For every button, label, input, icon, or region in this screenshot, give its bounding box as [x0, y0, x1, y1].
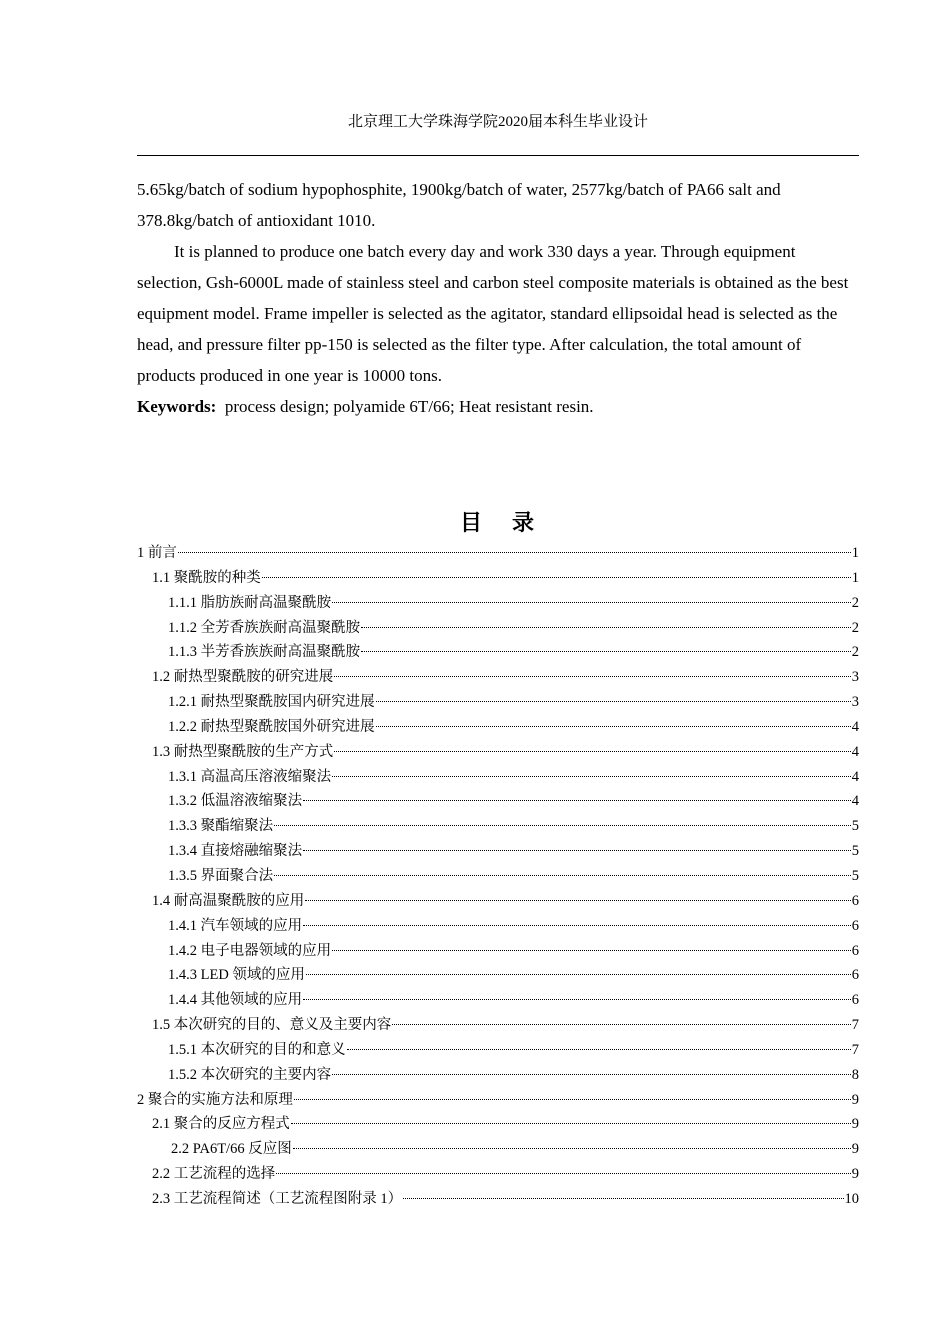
toc-entry[interactable] — [137, 963, 859, 988]
toc-entry-text: 2 聚合的实施方法和原理 — [137, 1091, 293, 1108]
toc-leader-dots — [303, 799, 851, 801]
toc-entry-text: 1.3.3 聚酯缩聚法 — [168, 818, 274, 835]
toc-entry-text: 1.3.1 高温高压溶液缩聚法 — [168, 768, 332, 785]
toc-entry-page: 7 — [851, 1041, 859, 1058]
toc-leader-dots — [294, 1098, 851, 1100]
toc-entry[interactable] — [137, 1088, 859, 1113]
toc-entry[interactable] — [137, 616, 859, 641]
toc-title-right: 录 — [512, 510, 537, 535]
toc-entry-page: 2 — [851, 594, 859, 611]
toc-entry[interactable] — [137, 591, 859, 616]
toc-entry-page: 9 — [851, 1091, 859, 1108]
toc-entry-text: 1.4.4 其他领域的应用 — [168, 992, 303, 1009]
toc-entry-page: 5 — [851, 867, 859, 884]
toc-entry-text: 1.3.5 界面聚合法 — [168, 867, 274, 884]
toc-entry[interactable] — [137, 939, 859, 964]
toc-entry-text: 2.1 聚合的反应方程式 — [152, 1116, 290, 1133]
toc-entry-page: 3 — [851, 669, 859, 686]
toc-entry-page: 10 — [844, 1190, 859, 1207]
toc-entry-page: 5 — [851, 818, 859, 835]
toc-leader-dots — [332, 601, 851, 603]
toc-entry-page: 6 — [851, 967, 859, 984]
toc-leader-dots — [392, 1023, 851, 1025]
toc-leader-dots — [303, 924, 851, 926]
toc-entry-page: 6 — [851, 892, 859, 909]
keywords-line — [137, 391, 859, 422]
toc-entry-page: 2 — [851, 644, 859, 661]
toc-entry[interactable] — [137, 715, 859, 740]
toc-entry-page: 8 — [851, 1066, 859, 1083]
toc-entry-page: 6 — [851, 992, 859, 1009]
toc-leader-dots — [347, 1048, 851, 1050]
toc-title — [137, 508, 859, 538]
toc-entry-page: 6 — [851, 917, 859, 934]
abstract-section — [137, 174, 859, 422]
toc-entry[interactable] — [137, 1112, 859, 1137]
toc-entry-page: 4 — [851, 768, 859, 785]
toc-entry-text: 1.5 本次研究的目的、意义及主要内容 — [152, 1017, 392, 1034]
toc-entry[interactable] — [137, 1038, 859, 1063]
toc-entry-page: 9 — [851, 1141, 859, 1158]
toc-title-left: 目 — [459, 510, 484, 535]
toc-leader-dots — [332, 949, 851, 951]
toc-entry-page: 2 — [851, 619, 859, 636]
toc-entry-text: 1.1.2 全芳香族族耐高温聚酰胺 — [168, 619, 361, 636]
toc-entry-text: 2.2 工艺流程的选择 — [152, 1166, 276, 1183]
toc-entry-text: 1.3 耐热型聚酰胺的生产方式 — [152, 743, 334, 760]
toc-leader-dots — [334, 750, 851, 752]
toc-entry-page: 5 — [851, 843, 859, 860]
toc-entry-text: 1.3.4 直接熔融缩聚法 — [168, 843, 303, 860]
toc-entry[interactable] — [137, 1013, 859, 1038]
toc-entry-text: 1.3.2 低温溶液缩聚法 — [168, 793, 303, 810]
toc-entry[interactable] — [137, 740, 859, 765]
toc-entry-text: 2.2 PA6T/66 反应图 — [171, 1141, 292, 1158]
toc-entry[interactable] — [137, 640, 859, 665]
toc-leader-dots — [306, 973, 851, 975]
toc-entry-page: 4 — [851, 793, 859, 810]
toc-entry-page: 3 — [851, 694, 859, 711]
page-header: 北京理工大学珠海学院2020届本科生毕业设计 — [347, 114, 648, 130]
toc-entry[interactable] — [137, 1137, 859, 1162]
toc-leader-dots — [376, 725, 851, 727]
toc-leader-dots — [274, 824, 851, 826]
toc-entry[interactable] — [137, 988, 859, 1013]
toc-entry[interactable] — [137, 864, 859, 889]
toc-entry-page: 1 — [851, 545, 859, 561]
toc-leader-dots — [332, 775, 851, 777]
toc-entry[interactable] — [137, 914, 859, 939]
toc-entry-text: 1.1.3 半芳香族族耐高温聚酰胺 — [168, 644, 361, 661]
table-of-contents — [137, 541, 859, 1212]
toc-entry[interactable] — [137, 541, 859, 566]
toc-entry-page: 6 — [851, 942, 859, 959]
toc-leader-dots — [305, 899, 851, 901]
toc-entry-text: 1 前言 — [137, 545, 177, 561]
toc-leader-dots — [332, 1073, 851, 1075]
keywords-text: process design; polyamide 6T/66; Heat resistant resin. — [224, 397, 594, 416]
toc-leader-dots — [303, 849, 851, 851]
toc-entry-page: 4 — [851, 718, 859, 735]
toc-entry-page: 9 — [851, 1116, 859, 1133]
toc-entry[interactable] — [137, 690, 859, 715]
toc-leader-dots — [178, 551, 851, 553]
toc-leader-dots — [262, 576, 851, 578]
toc-entry-text: 1.1.1 脂肪族耐高温聚酰胺 — [168, 594, 332, 611]
toc-leader-dots — [293, 1147, 851, 1149]
toc-leader-dots — [291, 1122, 851, 1124]
toc-entry-text: 1.2.2 耐热型聚酰胺国外研究进展 — [168, 718, 375, 735]
toc-entry[interactable] — [137, 566, 859, 591]
toc-leader-dots — [334, 675, 851, 677]
toc-entry-text: 1.4 耐高温聚酰胺的应用 — [152, 892, 305, 909]
toc-leader-dots — [276, 1172, 851, 1174]
toc-entry[interactable] — [137, 839, 859, 864]
toc-entry-text: 1.2 耐热型聚酰胺的研究进展 — [152, 669, 334, 686]
toc-entry-text: 1.4.1 汽车领域的应用 — [168, 917, 303, 934]
toc-entry-text: 1.1 聚酰胺的种类 — [152, 569, 261, 586]
abstract-paragraph-1: 5.65kg/batch of sodium hypophosphite, 1900kg/batch of water, 2577kg/batch of PA66 salt and 378.8kg/batch of antioxidant 1010. — [137, 180, 781, 230]
toc-entry[interactable] — [137, 789, 859, 814]
toc-entry[interactable] — [137, 665, 859, 690]
toc-leader-dots — [361, 626, 851, 628]
toc-entry-page: 7 — [851, 1017, 859, 1034]
toc-entry[interactable] — [137, 1063, 859, 1088]
toc-entry-text: 1.4.2 电子电器领域的应用 — [168, 942, 332, 959]
toc-entry-text: 1.5.2 本次研究的主要内容 — [168, 1066, 332, 1083]
abstract-paragraph-2: It is planned to produce one batch every day and work 330 days a year. Through equipment selection, Gsh-6000L made of stainless steel and carbon steel composite materials is obtained as the best equipment model. Frame impeller is selected as the agitator, standard ellipsoidal head is selected as the head, and pressure filter pp-150 is selected as the filter type. After calculation, the total amount of products produced in one year is 10000 tons. — [137, 242, 849, 385]
toc-entry[interactable] — [137, 814, 859, 839]
toc-leader-dots — [274, 874, 851, 876]
toc-entry[interactable] — [137, 1162, 859, 1187]
header-rule — [137, 155, 859, 156]
toc-entry-page: 4 — [851, 743, 859, 760]
toc-entry-page: 9 — [851, 1166, 859, 1183]
toc-leader-dots — [376, 700, 851, 702]
keywords-label: Keywords: — [137, 397, 217, 416]
toc-leader-dots — [303, 998, 851, 1000]
toc-entry-text: 1.2.1 耐热型聚酰胺国内研究进展 — [168, 694, 375, 711]
toc-entry-text: 1.4.3 LED 领域的应用 — [168, 967, 305, 984]
toc-leader-dots — [361, 650, 851, 652]
toc-leader-dots — [403, 1197, 843, 1199]
toc-entry-text: 1.5.1 本次研究的目的和意义 — [168, 1041, 346, 1058]
toc-entry[interactable] — [137, 1187, 859, 1212]
toc-entry[interactable] — [137, 765, 859, 790]
toc-entry[interactable] — [137, 889, 859, 914]
toc-entry-page: 1 — [851, 569, 859, 586]
toc-entry-text: 2.3 工艺流程简述（工艺流程图附录 1） — [152, 1190, 403, 1207]
